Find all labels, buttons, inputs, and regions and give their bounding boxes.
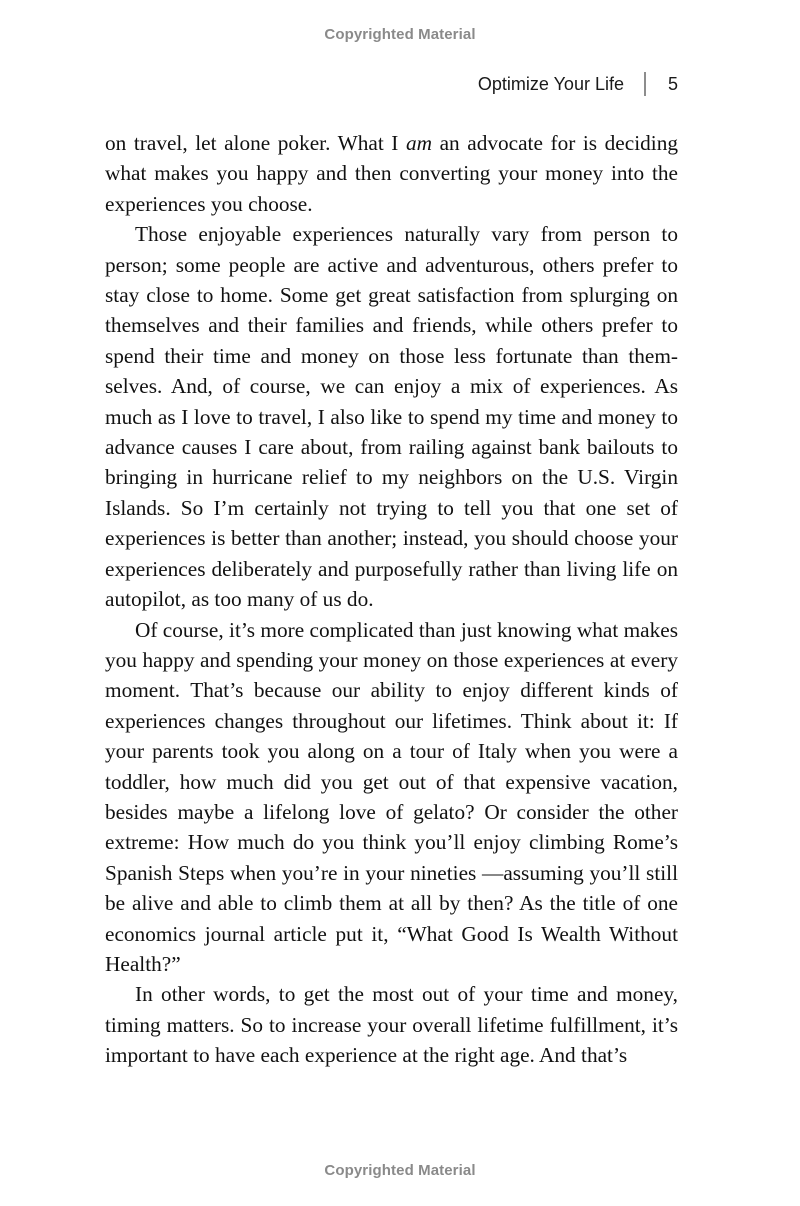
copyright-watermark-top: Copyrighted Material [324, 26, 476, 43]
paragraph-text: an advocate for is deciding what makes you happy and then converting your money into the experiences you choose. [105, 131, 678, 216]
page-number: 5 [667, 73, 678, 94]
paragraph-text: on travel, let alone poker. What I [105, 131, 406, 155]
paragraph-1 [105, 128, 678, 219]
emphasis-text: am [405, 131, 432, 155]
paragraph-4: In other words, to get the most out of your time and money, timing matters. So to increase your overall lifetime fulfillment, it’s important to have each experience at the right age. And that’s [105, 982, 678, 1068]
paragraph-3: Of course, it’s more complicated than just knowing what makes you happy and spending your money on those experiences at every moment. That’s because our ability to enjoy different kinds of experiences changes throughout our lifetimes. Think about it: If your parents took you along on a tour of Italy when you were a toddler, how much did you get out of that expensive vacation, besides maybe a lifelong love of gelato? Or consider the other extreme: How much do you think you’ll enjoy climbing Rome’s Spanish Steps when you’re in your nineties —assuming you’ll still be alive and able to climb them at all by then? As the title of one economics journal article put it, “What Good Is Wealth Without Health?” [105, 617, 678, 976]
paragraph-2: Those enjoyable experiences naturally vary from person to person; some people are active and adventurous, others prefer to stay close to home. Some get great satisfaction from splurging on themselves and their families and friends, while others prefer to spend their time and money on those less fortunate than themselves. And, of course, we can enjoy a mix of experiences. As much as I love to travel, I also like to spend my time and money to advance causes I care about, from railing against bank bailouts to bringing in hurricane relief to my neighbors on the U.S. Virgin Islands. So I’m certainly not trying to tell you that one set of experiences is better than another; instead, you should choose your experiences deliberately and purposefully rather than living life on autopilot, as too many of us do. [105, 222, 678, 612]
copyright-watermark-bottom: Copyrighted Material [324, 1162, 476, 1179]
header-divider [644, 72, 646, 96]
chapter-title: Optimize Your Life [477, 73, 624, 94]
running-head [478, 72, 678, 96]
body-text [105, 128, 678, 1071]
